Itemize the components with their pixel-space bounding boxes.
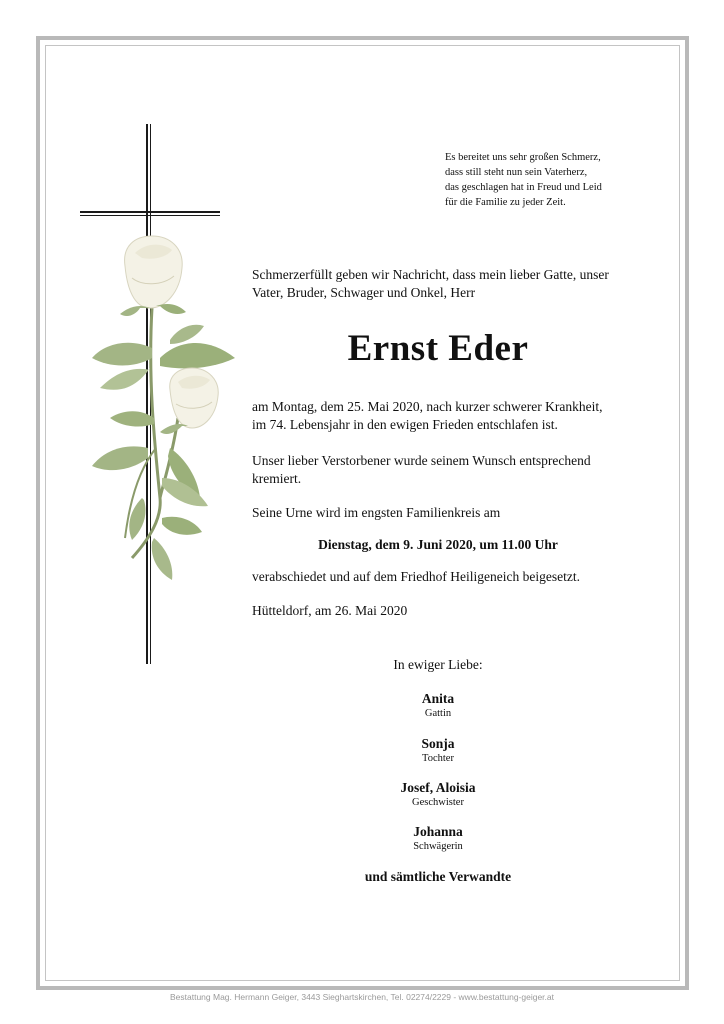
cremation-notice-line: kremiert. [252, 471, 302, 486]
mourner-name: Anita [421, 691, 455, 706]
mourner-name: Johanna [413, 824, 463, 839]
cremation-notice-line: Unser lieber Verstorbener wurde seinem Wunsch entsprechend [252, 453, 591, 468]
ceremony-datetime: Dienstag, dem 9. Juni 2020, um 11.00 Uhr [318, 537, 558, 552]
closing-phrase: In ewiger Liebe: [393, 657, 483, 672]
mourner-name: Sonja [421, 736, 455, 751]
intro-text [252, 266, 642, 302]
place-date: Hütteldorf, am 26. Mai 2020 [252, 603, 408, 618]
mourner-relation: Tochter [422, 753, 454, 764]
mourner-entry [252, 735, 624, 765]
cremation-notice [252, 452, 642, 488]
death-notice-line: am Montag, dem 25. Mai 2020, nach kurzer schwerer Krankheit, [252, 399, 603, 414]
mourner-relation: Schwägerin [413, 841, 463, 852]
deceased-name: Ernst Eder [347, 328, 529, 369]
motto-line: für die Familie zu jeder Zeit. [445, 197, 566, 208]
death-notice-line: im 74. Lebensjahr in den ewigen Frieden entschlafen ist. [252, 417, 558, 432]
motto-line: das geschlagen hat in Freud und Leid [445, 182, 602, 193]
mourner-name: Josef, Aloisia [400, 780, 476, 795]
mourner-entry [252, 779, 624, 809]
urn-notice: Seine Urne wird im engsten Familienkreis am [252, 505, 501, 520]
mourner-relation: Geschwister [412, 797, 464, 808]
mourner-relation: Gattin [424, 708, 452, 719]
motto-verse [445, 150, 685, 210]
footer-imprint: Bestattung Mag. Hermann Geiger, 3443 Sieghartskirchen, Tel. 02274/2229 - www.bestattung-geiger.at [170, 992, 554, 1002]
mourner-entry [252, 690, 624, 720]
relatives-line: und sämtliche Verwandte [364, 869, 512, 884]
intro-line: Schmerzerfüllt geben wir Nachricht, dass mein lieber Gatte, unser [252, 267, 609, 282]
rose-icon [92, 236, 235, 580]
death-notice [252, 398, 642, 434]
intro-line: Vater, Bruder, Schwager und Onkel, Herr [252, 285, 476, 300]
cross-rose-illustration [70, 118, 245, 668]
mourner-entry [252, 823, 624, 853]
motto-line: dass still steht nun sein Vaterherz, [445, 167, 588, 178]
burial-notice: verabschiedet und auf dem Friedhof Heiligeneich beigesetzt. [252, 569, 581, 584]
motto-line: Es bereitet uns sehr großen Schmerz, [445, 152, 601, 163]
